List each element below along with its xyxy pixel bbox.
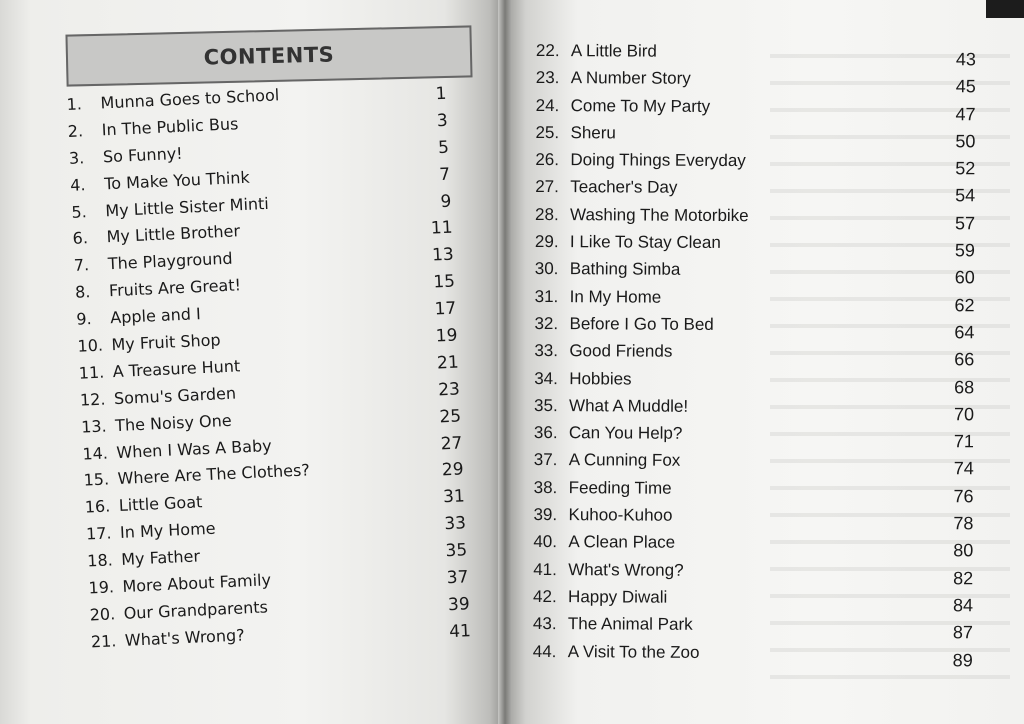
toc-entry-number: 26.: [535, 150, 560, 170]
toc-entry-number: 1.: [66, 94, 83, 114]
toc-entry-title: A Little Bird: [570, 41, 657, 61]
toc-entry-page-number: 43: [955, 49, 976, 70]
toc-entry-title: Teacher's Day: [570, 177, 678, 198]
toc-entry: [536, 65, 976, 95]
toc-entry-number: 23.: [535, 68, 560, 88]
toc-entry: [536, 38, 976, 68]
toc-entry-number: 37.: [533, 450, 558, 470]
toc-entry-page-number: 74: [953, 458, 974, 479]
toc-entry-title: Somu's Garden: [113, 383, 237, 408]
toc-entry: [535, 174, 975, 204]
toc-entry-title: Bathing Simba: [569, 259, 681, 280]
toc-entry-title: Doing Things Everyday: [570, 150, 746, 171]
toc-entry-page-number: 19: [435, 325, 458, 347]
toc-entry-page-number: 54: [955, 185, 976, 206]
toc-entry-page-number: 13: [431, 244, 455, 266]
toc-entry: [535, 256, 975, 286]
toc-entry-page-number: 23: [437, 379, 461, 401]
toc-entry-page-number: 59: [954, 240, 975, 261]
toc-entry-page-number: 37: [446, 567, 469, 589]
toc-entry-page-number: 50: [955, 131, 976, 152]
toc-entry-title: What's Wrong?: [124, 625, 246, 650]
toc-entry-title: The Noisy One: [114, 410, 232, 435]
toc-entry-title: Apple and I: [109, 304, 202, 328]
toc-entry-title: I Like To Stay Clean: [569, 232, 721, 253]
toc-entry-page-number: 70: [953, 404, 975, 425]
toc-entry-title: My Fruit Shop: [111, 330, 222, 355]
toc-entry-page-number: 27: [440, 432, 463, 454]
toc-entry-page-number: 89: [952, 649, 973, 670]
toc-entry-title: Our Grandparents: [123, 597, 269, 623]
toc-entry-title: A Treasure Hunt: [112, 356, 241, 382]
toc-entry-page-number: 5: [437, 137, 450, 158]
toc-entry-page-number: 33: [443, 513, 467, 535]
toc-entry-number: 35.: [534, 395, 558, 415]
book-spine: [498, 0, 512, 724]
toc-entry-page-number: 45: [955, 76, 976, 97]
toc-entry: [534, 311, 974, 341]
toc-entry-page-number: 64: [954, 322, 975, 343]
toc-entry-number: 3.: [68, 148, 85, 168]
toc-entry-title: Feeding Time: [568, 477, 672, 498]
toc-entry-page-number: 41: [448, 621, 472, 642]
toc-entry-title: My Little Sister Minti: [104, 193, 270, 220]
toc-entry-title: A Clean Place: [568, 532, 676, 553]
contents-heading: CONTENTS: [203, 42, 335, 70]
toc-entry-number: 25.: [535, 122, 560, 143]
toc-entry-page-number: 29: [441, 459, 465, 481]
toc-entry-title: Little Goat: [118, 492, 203, 516]
toc-entry: [533, 557, 973, 587]
toc-entry-page-number: 9: [440, 191, 452, 212]
toc-entry-title: To Make You Think: [103, 167, 251, 194]
toc-entry-page-number: 47: [955, 103, 976, 124]
toc-entry: [535, 202, 975, 232]
toc-entry: [535, 284, 975, 314]
toc-entry: [533, 611, 973, 641]
toc-entry: [534, 393, 974, 423]
toc-entry-title: Kuhoo-Kuhoo: [568, 505, 673, 525]
toc-entry: [536, 93, 976, 123]
toc-entry-title: In My Home: [569, 286, 662, 307]
toc-entry-number: 24.: [535, 95, 560, 115]
toc-entry-number: 4.: [69, 174, 86, 195]
toc-entry-page-number: 84: [952, 595, 974, 616]
toc-entry-number: 41.: [533, 559, 557, 579]
toc-entry-number: 17.: [85, 523, 112, 544]
toc-entry-title: My Father: [120, 546, 201, 570]
toc-entry-number: 12.: [79, 389, 106, 410]
toc-entry-page-number: 25: [439, 406, 462, 428]
toc-entry-page-number: 78: [953, 513, 974, 534]
toc-entry-number: 32.: [534, 313, 559, 334]
toc-entry-number: 27.: [535, 177, 559, 197]
toc-entry: [534, 420, 974, 450]
toc-entry-page-number: 76: [953, 485, 974, 507]
toc-entry-number: 36.: [533, 423, 558, 443]
toc-entry-page-number: 57: [954, 212, 976, 234]
toc-entry-number: 9.: [75, 309, 93, 329]
toc-entry-page-number: 60: [954, 267, 975, 288]
toc-entry-number: 7.: [73, 255, 90, 276]
toc-entry-page-number: 1: [435, 83, 447, 105]
toc-entry-title: Hobbies: [569, 368, 632, 389]
toc-entry-number: 44.: [532, 641, 557, 661]
toc-entry-number: 38.: [533, 477, 558, 497]
toc-entry-number: 18.: [86, 550, 114, 571]
toc-entry-number: 22.: [535, 40, 560, 61]
toc-entry-page-number: 66: [954, 349, 975, 370]
toc-entry-number: 40.: [533, 532, 558, 552]
toc-entry-number: 34.: [534, 368, 558, 388]
toc-entry-page-number: 11: [430, 218, 454, 240]
toc-entry-title: What A Muddle!: [569, 396, 689, 416]
toc-entry-page-number: 52: [955, 158, 976, 179]
toc-entry-page-number: 31: [442, 486, 466, 508]
toc-entry-title: Before I Go To Bed: [569, 314, 714, 334]
toc-entry-number: 6.: [72, 228, 89, 249]
toc-entry-page-number: 35: [445, 540, 468, 562]
toc-entry-number: 20.: [89, 604, 116, 625]
toc-entry-number: 14.: [81, 443, 109, 464]
toc-entry-page-number: 87: [952, 622, 973, 643]
toc-entry-title: Fruits Are Great!: [108, 275, 242, 301]
toc-entry-number: 5.: [71, 201, 88, 222]
toc-entry-title: The Animal Park: [567, 614, 693, 635]
toc-entry-number: 30.: [534, 259, 559, 279]
toc-entry: [533, 502, 973, 532]
toc-entry-title: What's Wrong?: [568, 559, 684, 580]
toc-entry-title: More About Family: [122, 570, 272, 596]
toc-entry-title: When I Was A Baby: [115, 435, 272, 462]
toc-entry-number: 10.: [77, 335, 104, 356]
contents-list-right: [533, 38, 976, 668]
toc-entry: [533, 584, 973, 614]
toc-entry-title: Can You Help?: [568, 423, 683, 443]
toc-entry-number: 43.: [532, 614, 557, 634]
toc-entry: [534, 338, 974, 368]
toc-entry-number: 28.: [535, 204, 559, 224]
background-corner: [986, 0, 1024, 18]
toc-entry: [534, 475, 974, 505]
toc-entry-title: Good Friends: [569, 341, 673, 361]
toc-entry-page-number: 7: [438, 164, 451, 185]
toc-entry-title: Washing The Motorbike: [570, 204, 749, 225]
toc-entry-page-number: 3: [436, 110, 449, 132]
toc-entry-title: A Cunning Fox: [568, 450, 681, 471]
toc-entry: [535, 147, 975, 177]
toc-entry: [534, 366, 974, 396]
toc-entry-title: In My Home: [119, 518, 216, 543]
toc-entry-title: A Visit To the Zoo: [567, 641, 700, 662]
toc-entry-number: 29.: [534, 232, 559, 252]
toc-entry-page-number: 21: [436, 352, 460, 374]
toc-entry: [534, 447, 974, 477]
toc-entry-title: Munna Goes to School: [100, 85, 280, 113]
toc-entry-title: In The Public Bus: [101, 114, 239, 140]
toc-entry-number: 39.: [533, 505, 558, 525]
toc-entry-number: 11.: [78, 362, 105, 383]
toc-entry: [533, 639, 973, 669]
toc-entry-title: Where Are The Clothes?: [117, 460, 311, 489]
contents-list-left: [66, 74, 481, 656]
toc-entry-page-number: 68: [954, 376, 975, 397]
toc-entry-title: Happy Diwali: [568, 587, 668, 607]
toc-entry-number: 33.: [534, 341, 559, 361]
toc-entry-page-number: 15: [432, 271, 456, 293]
toc-entry-number: 16.: [84, 496, 111, 517]
toc-entry-title: Sheru: [570, 123, 616, 143]
toc-entry-page-number: 39: [447, 594, 471, 616]
toc-entry-title: My Little Brother: [106, 221, 241, 247]
toc-entry-number: 19.: [88, 577, 115, 598]
toc-entry-title: A Number Story: [570, 68, 691, 89]
toc-entry-title: The Playground: [107, 248, 233, 274]
toc-entry-page-number: 62: [954, 294, 975, 315]
toc-entry-number: 42.: [533, 586, 557, 607]
toc-entry: [535, 229, 975, 259]
toc-entry-title: Come To My Party: [570, 95, 711, 116]
toc-entry: [535, 120, 975, 150]
toc-entry: [533, 529, 973, 559]
toc-entry-page-number: 80: [953, 540, 974, 561]
toc-entry-page-number: 17: [434, 298, 457, 320]
toc-entry-number: 8.: [74, 282, 91, 303]
toc-entry-page-number: 82: [953, 567, 974, 588]
toc-entry-page-number: 71: [953, 431, 974, 452]
toc-entry-number: 2.: [67, 121, 84, 141]
toc-entry-title: So Funny!: [102, 143, 183, 167]
toc-entry-number: 13.: [80, 416, 108, 437]
toc-entry-number: 21.: [90, 631, 117, 652]
toc-entry-number: 15.: [83, 469, 110, 491]
toc-entry-number: 31.: [534, 286, 559, 306]
